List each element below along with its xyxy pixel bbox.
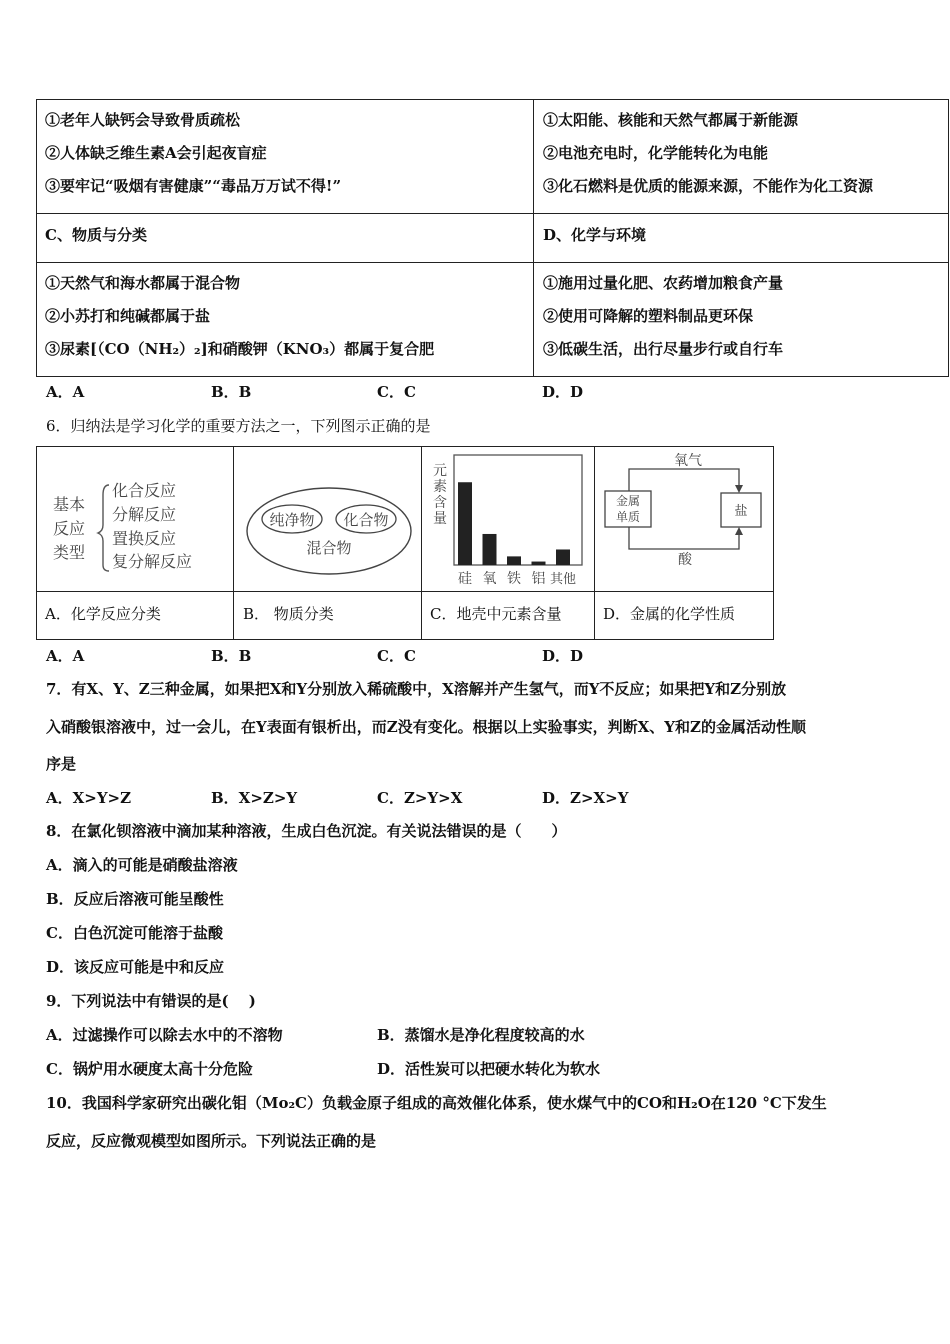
fig-a-left-label: 基本 <box>53 495 86 514</box>
table-cell-text: ③低碳生活，出行尽量步行或自行车 <box>543 340 784 358</box>
x-tick-label: 铁 <box>507 571 521 587</box>
reaction-types-figure <box>37 447 233 591</box>
fig-a-item: 化合反应 <box>112 481 177 500</box>
q6-stem: 6．归纳法是学习化学的重要方法之一，下列图示正确的是 <box>46 417 431 435</box>
x-tick-label: 其他 <box>549 572 577 587</box>
fig-a-left-label: 类型 <box>53 543 86 562</box>
table-cell-text: ②人体缺乏维生素A会引起夜盲症 <box>45 144 267 162</box>
q6-option-d[interactable]: D．D <box>542 647 584 665</box>
q6-option-b[interactable]: B．B <box>211 647 252 665</box>
chart-xlabels <box>458 570 576 587</box>
fig-d-oxygen: 氧气 <box>674 453 702 469</box>
caption-c: C．地壳中元素含量 <box>430 605 562 623</box>
arrow-head <box>735 485 743 493</box>
fig-a-item: 置换反应 <box>112 529 177 548</box>
q6-option-c[interactable]: C．C <box>377 647 416 665</box>
fig-a-left-label: 反应 <box>53 519 86 538</box>
outer-ellipse <box>247 488 411 574</box>
fig-a-item: 复分解反应 <box>112 552 193 571</box>
q7-stem-line: 7．有X、Y、Z三种金属，如果把X和Y分别放入稀硫酸中，X溶解并产生氢气，而Y不反应；如果把Y和Z分别放 <box>46 680 787 698</box>
q7-option-d[interactable]: D．Z>X>Y <box>542 789 629 807</box>
chart-frame <box>454 455 582 565</box>
table-cell-text: ②小苏打和纯碱都属于盐 <box>45 307 211 325</box>
q7-option-a[interactable]: A．X>Y>Z <box>46 789 132 807</box>
table-cell-text: ③化石燃料是优质的能源来源，不能作为化工资源 <box>543 177 874 195</box>
fig-b-label-compound: 化合物 <box>343 511 389 529</box>
q5-option-d[interactable]: D．D <box>542 383 584 401</box>
q8-option-a[interactable]: A．滴入的可能是硝酸盐溶液 <box>46 856 238 874</box>
arrow-head <box>735 527 743 535</box>
knowledge-table <box>36 99 949 377</box>
q7-option-c[interactable]: C．Z>Y>X <box>377 789 463 807</box>
fig-b-label-mixture: 混合物 <box>306 539 352 557</box>
q9-stem: 9．下列说法中有错误的是( ) <box>46 992 256 1010</box>
q5-option-b[interactable]: B．B <box>211 383 252 401</box>
brace-shape <box>98 485 109 571</box>
q10-stem-line: 反应，反应微观模型如图所示。下列说法正确的是 <box>46 1132 377 1150</box>
table-header-c: C、物质与分类 <box>45 226 147 244</box>
q8-option-b[interactable]: B．反应后溶液可能呈酸性 <box>46 890 224 908</box>
fig-d-salt: 盐 <box>734 504 748 519</box>
bottom-arrow-line <box>629 527 739 549</box>
table-cell-text: ①施用过量化肥、农药增加粮食产量 <box>543 274 784 292</box>
fig-d-metal-line2: 单质 <box>615 510 641 524</box>
q7-stem-line: 入硝酸银溶液中，过一会儿，在Y表面有银析出，而Z没有变化。根据以上实验事实，判断X、Y和Z的金属活动性顺 <box>46 718 806 736</box>
q6-option-a[interactable]: A．A <box>46 647 85 665</box>
q5-option-a[interactable]: A．A <box>46 383 85 401</box>
chart-ylabel: 元素含量 <box>433 463 447 527</box>
fig-b-label-pure: 纯净物 <box>269 511 315 529</box>
figure-table <box>36 446 774 640</box>
x-tick-label: 铝 <box>531 571 546 587</box>
q5-option-c[interactable]: C．C <box>377 383 416 401</box>
table-cell-text: ①老年人缺钙会导致骨质疏松 <box>45 111 241 129</box>
q7-stem-line: 序是 <box>46 755 77 773</box>
q7-option-b[interactable]: B．X>Z>Y <box>211 789 298 807</box>
caption-d: D．金属的化学性质 <box>603 605 736 623</box>
bar-氧 <box>483 534 497 565</box>
chart-bars <box>458 482 570 565</box>
caption-a: A．化学反应分类 <box>45 605 161 623</box>
table-cell-text: ①天然气和海水都属于混合物 <box>45 274 241 292</box>
table-header-d: D、化学与环境 <box>543 226 647 244</box>
substance-classification-figure <box>234 447 421 591</box>
q8-option-d[interactable]: D．该反应可能是中和反应 <box>46 958 225 976</box>
fig-d-acid: 酸 <box>678 552 692 568</box>
bar-其他 <box>556 549 570 565</box>
bar-铝 <box>532 562 546 565</box>
metal-properties-figure <box>595 447 773 591</box>
table-cell-text: ①太阳能、核能和天然气都属于新能源 <box>543 111 799 129</box>
q10-stem-line: 10．我国科学家研究出碳化钼（Mo₂C）负载金原子组成的高效催化体系，使水煤气中的CO和H₂O在120 °C下发生 <box>46 1094 827 1112</box>
q9-option-c[interactable]: C．锅炉用水硬度太高十分危险 <box>46 1060 253 1078</box>
bar-硅 <box>458 482 472 565</box>
table-cell-text: ②电池充电时，化学能转化为电能 <box>543 144 769 162</box>
q9-option-d[interactable]: D．活性炭可以把硬水转化为软水 <box>377 1060 601 1078</box>
q8-stem: 8．在氯化钡溶液中滴加某种溶液，生成白色沉淀。有关说法错误的是（ ） <box>46 822 567 840</box>
fig-a-item: 分解反应 <box>112 505 177 524</box>
x-tick-label: 氧 <box>482 571 497 587</box>
q9-option-b[interactable]: B．蒸馏水是净化程度较高的水 <box>377 1026 585 1044</box>
q9-option-a[interactable]: A．过滤操作可以除去水中的不溶物 <box>46 1026 283 1044</box>
table-cell-text: ③尿素[（CO（NH₂）₂]和硝酸钾（KNO₃）都属于复合肥 <box>45 340 435 358</box>
table-cell-text: ③要牢记“吸烟有害健康”“毒品万万试不得!” <box>45 177 342 195</box>
caption-b: B． 物质分类 <box>243 605 334 623</box>
bar-铁 <box>507 556 521 565</box>
top-arrow-line <box>629 469 739 491</box>
crust-element-chart <box>422 447 594 591</box>
x-tick-label: 硅 <box>458 571 472 587</box>
fig-d-metal-line1: 金属 <box>615 494 641 508</box>
table-cell-text: ②使用可降解的塑料制品更环保 <box>543 307 754 325</box>
q8-option-c[interactable]: C．白色沉淀可能溶于盐酸 <box>46 924 223 942</box>
